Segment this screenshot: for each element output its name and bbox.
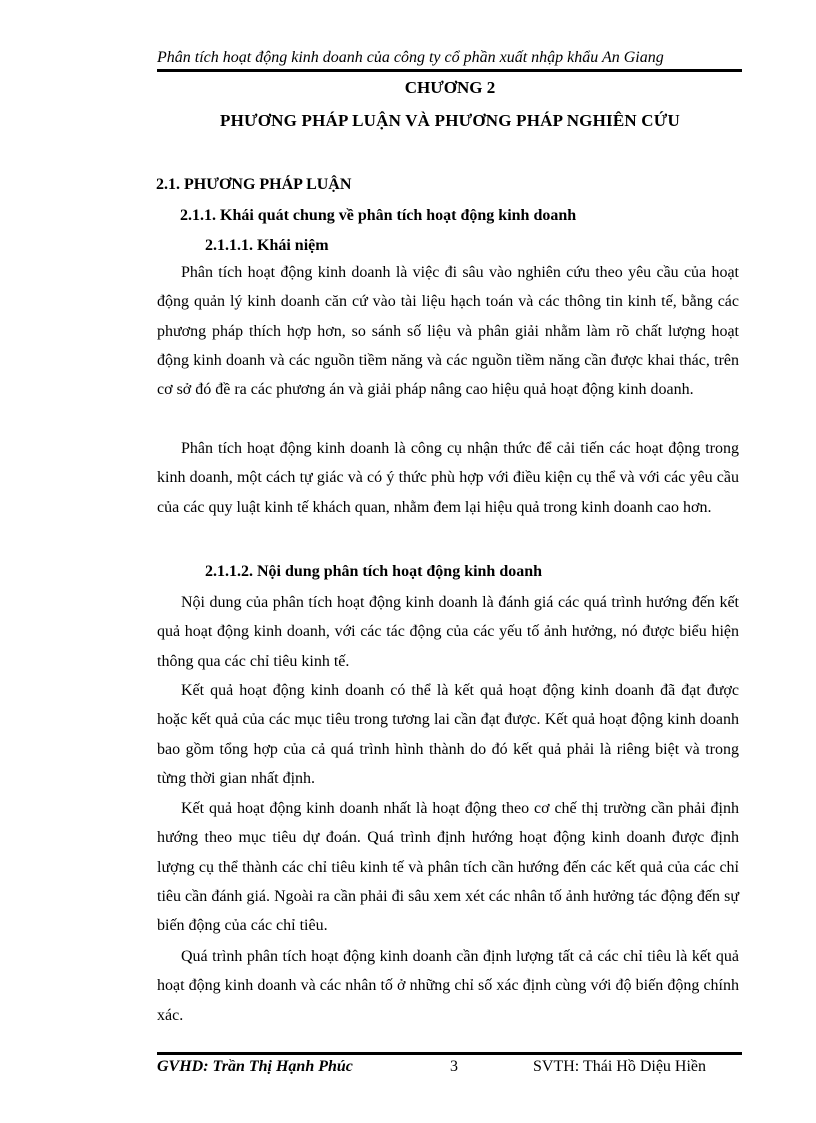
- section-heading-2-1-1-1: 2.1.1.1. Khái niệm: [205, 237, 329, 254]
- paragraph-definition-1: Phân tích hoạt động kinh doanh là việc đi sâu vào nghiên cứu theo yêu cầu của hoạt động quản lý kinh doanh căn cứ vào tài liệu hạch toán và các thông tin kinh tế, bằng các phương pháp thích hợp hơn, so sánh số liệu và phân giải nhằm làm rõ chất lượng hoạt động kinh doanh và các nguồn tiềm năng và các nguồn tiềm năng cần được khai thác, trên cơ sở đó đề ra các phương án và giải pháp nâng cao hiệu quả hoạt động kinh doanh.: [157, 264, 739, 399]
- chapter-title: PHƯƠNG PHÁP LUẬN VÀ PHƯƠNG PHÁP NGHIÊN CỨU: [220, 111, 680, 130]
- paragraph-content-4: Quá trình phân tích hoạt động kinh doanh cần định lượng tất cả các chỉ tiêu là kết quả hoạt động kinh doanh và các nhân tố ở những chỉ số xác định cùng với độ biến động chính xác.: [157, 948, 739, 1024]
- chapter-number: CHƯƠNG 2: [404, 78, 496, 97]
- section-heading-2-1-1-2: 2.1.1.2. Nội dung phân tích hoạt động kinh doanh: [205, 563, 543, 580]
- paragraph-content-2: Kết quả hoạt động kinh doanh có thể là kết quả hoạt động kinh doanh đã đạt được hoặc kết quả của các mục tiêu trong tương lai cần đạt được. Kết quả hoạt động kinh doanh bao gồm tổng hợp của cả quá trình hình thành do đó kết quả phải là riêng biệt và trong từng thời gian nhất định.: [157, 682, 739, 787]
- page-number: 3: [450, 1058, 458, 1075]
- running-header: Phân tích hoạt động kinh doanh của công ty cổ phần xuất nhập khẩu An Giang: [157, 49, 664, 66]
- footer-rule: [157, 1052, 742, 1055]
- section-heading-2-1: 2.1. PHƯƠNG PHÁP LUẬN: [156, 176, 352, 193]
- section-heading-2-1-1: 2.1.1. Khái quát chung về phân tích hoạt động kinh doanh: [180, 207, 577, 224]
- footer-student: SVTH: Thái Hồ Diệu Hiền: [533, 1058, 707, 1075]
- paragraph-content-1: Nội dung của phân tích hoạt động kinh doanh là đánh giá các quá trình hướng đến kết quả hoạt động kinh doanh, với các tác động của các yếu tố ảnh hưởng, nó được biểu hiện thông qua các chỉ tiêu kinh tế.: [157, 594, 739, 670]
- footer-advisor: GVHD: Trần Thị Hạnh Phúc: [157, 1058, 353, 1075]
- header-rule: [157, 69, 742, 72]
- paragraph-content-3: Kết quả hoạt động kinh doanh nhất là hoạt động theo cơ chế thị trường cần phải định hướng theo mục tiêu dự đoán. Quá trình định hướng hoạt động kinh doanh được định lượng cụ thể thành các chỉ tiêu kinh tế và phân tích cần hướng đến các kết quả của các chỉ tiêu cần đánh giá. Ngoài ra cần phải đi sâu xem xét các nhân tố ảnh hưởng tác động đến sự biến động của các chỉ tiêu.: [157, 800, 739, 935]
- paragraph-definition-2: Phân tích hoạt động kinh doanh là công cụ nhận thức để cải tiến các hoạt động trong kinh doanh, một cách tự giác và có ý thức phù hợp với điều kiện cụ thể và với các yêu cầu của các quy luật kinh tế khách quan, nhằm đem lại hiệu quả trong kinh doanh cao hơn.: [157, 440, 739, 516]
